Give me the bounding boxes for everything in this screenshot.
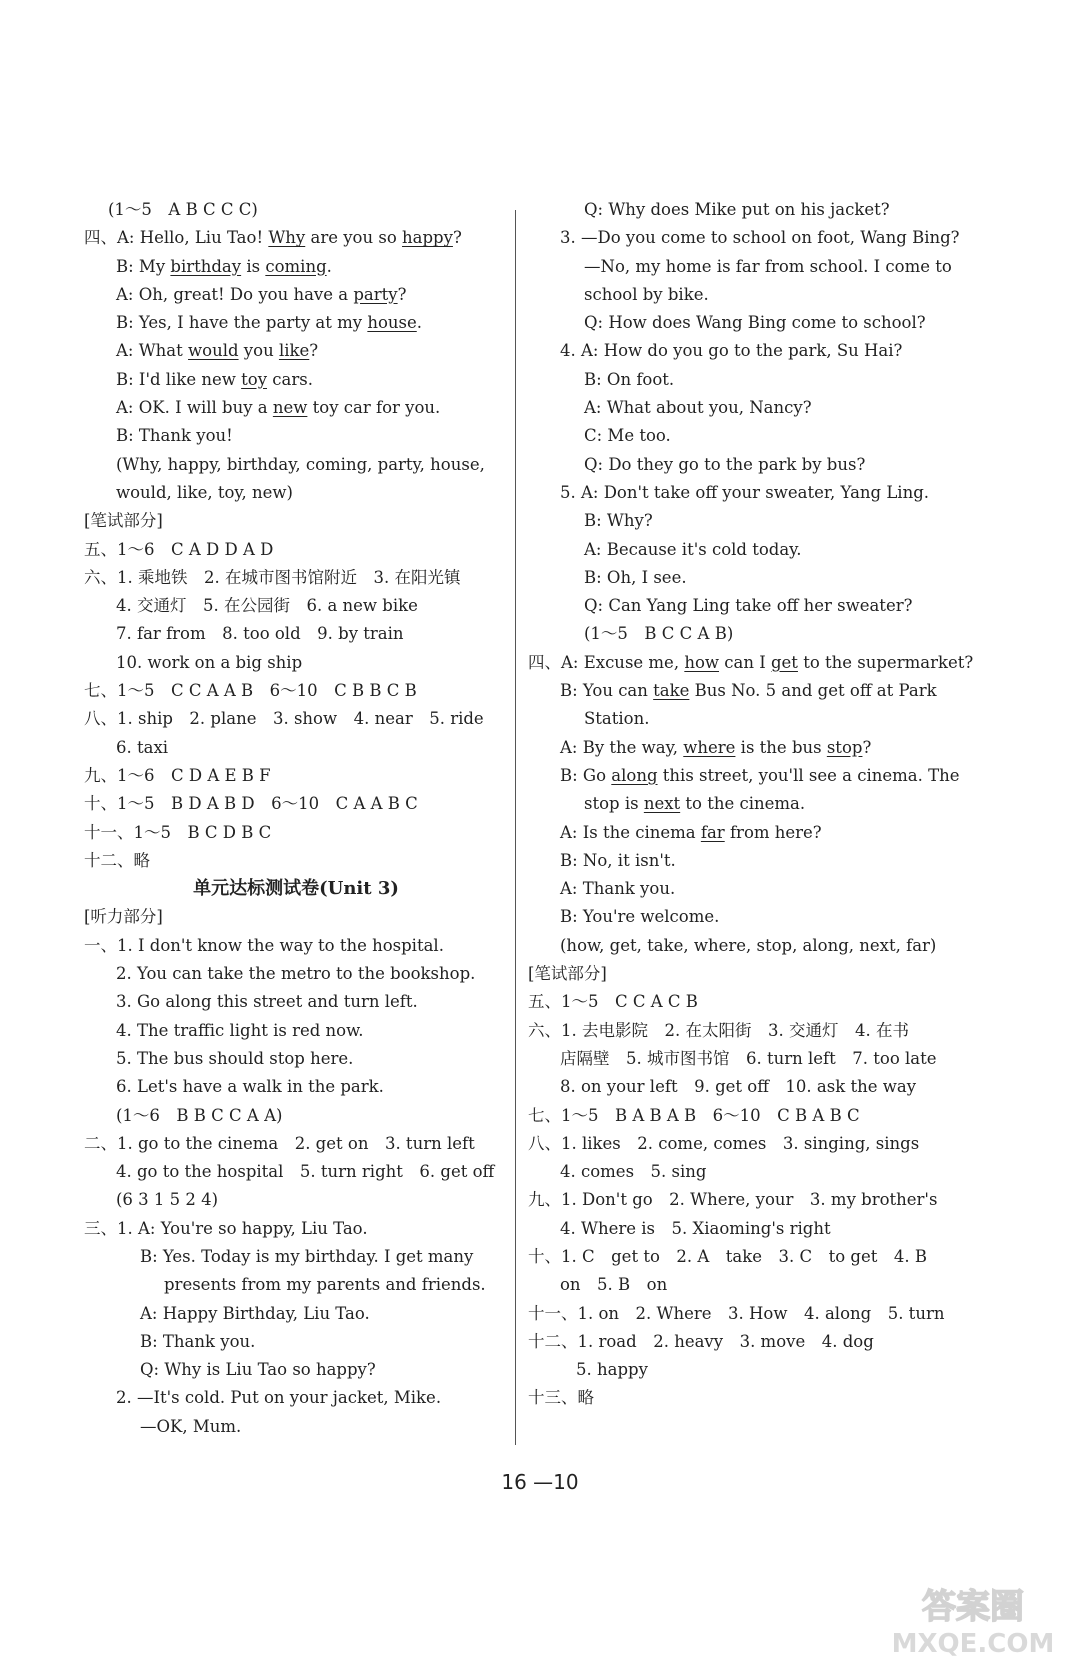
text-line [84,507,508,535]
watermark-logo [878,1582,1068,1658]
text-line [528,337,960,365]
text-segment: 十一、1. on 2. Where 3. How 4. along 5. turn [528,1303,945,1323]
text-line [528,620,960,648]
answer-underlined: along [611,765,658,785]
text-segment: B: Why? [584,511,653,531]
text-segment: 五、1～6 C A D D A D [84,539,274,559]
text-segment: C: Me too. [584,426,671,446]
text-line [84,620,508,648]
text-line [528,309,960,337]
answer-underlined: get [770,652,798,672]
text-segment: ? [309,341,319,361]
text-segment: ? [862,737,872,757]
text-segment: —No, my home is far from school. I come to [584,256,952,276]
text-line [84,1186,508,1214]
text-line [84,1384,508,1412]
text-line [84,1271,508,1299]
text-segment: 店隔壁 5. 城市图书馆 6. turn left 7. too late [560,1048,937,1068]
text-segment: A: Is the cinema [560,822,701,842]
text-segment: [笔试部分] [84,511,163,531]
text-segment: 十、1. C get to 2. A take 3. C to get 4. B [528,1246,928,1266]
text-line [528,536,960,564]
text-segment: 2. You can take the metro to the bookshop. [116,964,476,984]
text-segment: presents from my parents and friends. [164,1275,486,1295]
text-segment: 4. Where is 5. Xiaoming's right [560,1218,831,1238]
text-segment: 单元达标测试卷(Unit 3) [193,878,399,900]
text-line [528,819,960,847]
text-line [528,1045,960,1073]
text-line [528,1017,960,1045]
text-segment: B: Go [560,765,612,785]
answer-underlined: party [353,284,398,304]
text-segment: you [238,341,279,361]
answer-underlined: house [367,313,417,333]
text-segment: 四、A: Hello, Liu Tao! [84,228,269,248]
answer-underlined: how [684,652,720,672]
text-line [528,790,960,818]
text-segment: B: Thank you. [140,1331,256,1351]
text-line [84,1017,508,1045]
answer-underlined: next [643,794,681,814]
text-segment: . [416,313,423,333]
text-line [84,819,508,847]
text-line [528,1186,960,1214]
text-line [84,903,508,931]
text-line [528,649,974,677]
text-segment: 八、1. likes 2. come, comes 3. singing, sings [528,1133,920,1153]
text-segment: 4. The traffic light is red now. [116,1020,364,1040]
text-segment: (6 3 1 5 2 4) [116,1190,219,1210]
text-segment: 4. 交通灯 5. 在公园街 6. a new bike [116,596,418,616]
text-line [528,224,960,252]
text-segment: 6. taxi [116,737,169,757]
text-segment: 八、1. ship 2. plane 3. show 4. near 5. ride [84,709,484,729]
text-line [528,903,960,931]
text-line [528,1215,960,1243]
answer-underlined: coming [265,256,327,276]
text-segment: Q: Why does Mike put on his jacket? [584,200,890,219]
text-segment: (1～5 A B C C C) [108,200,258,219]
column-divider [515,210,516,1445]
text-segment: this street, you'll see a cinema. The [657,765,960,785]
text-segment: 2. —It's cold. Put on your jacket, Mike. [116,1388,442,1408]
text-segment: A: What [116,341,189,361]
text-line [528,875,960,903]
text-segment: A: What about you, Nancy? [584,398,812,418]
text-segment: B: Yes. Today is my birthday. I get many [140,1246,474,1266]
watermark-text: 答案圈 [922,1587,1024,1627]
text-segment: [听力部分] [84,907,163,927]
text-segment: 10. work on a big ship [116,652,303,672]
text-segment: —OK, Mum. [140,1416,242,1436]
text-line [84,734,508,762]
text-line [84,337,508,365]
text-segment: ? [452,228,462,248]
text-line [84,1045,508,1073]
text-segment: 二、1. go to the cinema 2. get on 3. turn left [84,1133,475,1153]
text-line [528,422,960,450]
text-segment: 十二、1. road 2. heavy 3. move 4. dog [528,1331,874,1351]
text-segment: A: Happy Birthday, Liu Tao. [140,1303,370,1323]
text-line [84,536,508,564]
text-line [528,592,960,620]
text-line [528,366,960,394]
text-line [84,394,508,422]
text-segment: B: No, it isn't. [560,850,676,870]
answer-underlined: birthday [170,256,242,276]
text-line [528,677,960,705]
text-segment: is the bus [735,737,827,757]
text-segment: 四、A: Excuse me, [528,652,685,672]
text-segment: 5. A: Don't take off your sweater, Yang Ling. [560,482,930,502]
text-line [84,479,508,507]
text-line [528,1300,960,1328]
text-line [84,1243,508,1271]
text-segment: B: On foot. [584,369,675,389]
text-segment: 4. A: How do you go to the park, Su Hai? [560,341,903,361]
text-segment: stop is [584,794,644,814]
text-line [528,1073,960,1101]
text-segment: Station. [584,709,650,729]
text-line [528,253,960,281]
right-column [528,196,974,1413]
answer-underlined: happy [402,228,453,248]
text-segment: 九、1. Don't go 2. Where, your 3. my brother's [528,1190,938,1210]
text-line [528,734,960,762]
text-line [84,196,508,224]
text-line [528,1102,960,1130]
answer-underlined: new [272,398,308,418]
text-segment: from here? [724,822,822,842]
watermark-url: MXQE.COM [891,1629,1055,1658]
text-segment: 6. Let's have a walk in the park. [116,1077,384,1097]
answer-underlined: far [700,822,725,842]
text-segment: 十三、略 [528,1388,594,1408]
text-line [84,960,508,988]
text-line [84,762,508,790]
text-segment: to the cinema. [680,794,806,814]
text-line [528,932,960,960]
text-line [528,196,960,224]
text-segment: 七、1～5 C C A A B 6～10 C B B C B [84,681,417,701]
answer-underlined: take [653,681,690,701]
text-segment: is [241,256,266,276]
text-line [528,1243,960,1271]
text-line [84,253,508,281]
text-line [84,649,508,677]
answer-underlined: stop [826,737,863,757]
text-line [84,1158,508,1186]
text-segment: 5. The bus should stop here. [116,1048,354,1068]
page-number: 16 —10 [501,1470,579,1494]
text-segment: Q: How does Wang Bing come to school? [584,313,926,333]
text-line [528,1328,960,1356]
answer-underlined: like [278,341,310,361]
text-segment: B: You can [560,681,654,701]
text-line [528,451,960,479]
text-line [84,1215,508,1243]
text-segment: A: Oh, great! Do you have a [116,284,354,304]
text-segment: 4. comes 5. sing [560,1162,707,1182]
text-line [84,1102,508,1130]
text-segment: Q: Can Yang Ling take off her sweater? [584,596,913,616]
text-segment: school by bike. [584,284,709,304]
text-segment: B: Oh, I see. [584,567,687,587]
text-line [84,309,508,337]
text-line [528,705,960,733]
text-segment: B: You're welcome. [560,907,720,927]
answer-underlined: toy [241,369,268,389]
text-line [84,564,508,592]
text-line [528,847,960,875]
text-segment: 一、1. I don't know the way to the hospital. [84,935,444,955]
text-segment: 六、1. 去电影院 2. 在太阳街 3. 交通灯 4. 在书 [528,1020,909,1040]
text-segment: 3. Go along this street and turn left. [116,992,418,1012]
text-line [84,592,508,620]
text-segment: 5. happy [576,1360,648,1380]
text-segment: cars. [267,369,313,389]
text-segment: 8. on your left 9. get off 10. ask the way [560,1077,917,1097]
text-line [84,1328,508,1356]
text-line [528,1158,960,1186]
text-line [84,451,508,479]
text-line [528,281,960,309]
section-heading [84,875,508,903]
text-segment: A: By the way, [560,737,684,757]
text-segment: B: Thank you! [116,426,233,446]
text-line [84,224,508,252]
text-line [84,847,508,875]
text-line [84,932,508,960]
text-segment: 十二、略 [84,850,150,870]
text-segment: Bus No. 5 and get off at Park [689,681,937,701]
text-line [528,988,960,1016]
text-line [528,507,960,535]
text-line [84,1300,508,1328]
text-line [84,677,508,705]
text-segment: . [326,256,332,276]
text-segment: 3. —Do you come to school on foot, Wang Bing? [560,228,960,248]
text-line [84,422,508,450]
text-line [84,790,508,818]
text-segment: A: Thank you. [560,879,676,899]
answer-underlined: Why [268,228,306,248]
text-line [528,1384,960,1412]
text-segment: would, like, toy, new) [116,482,293,502]
text-segment: A: Because it's cold today. [584,539,802,559]
text-segment: Q: Do they go to the park by bus? [584,454,866,474]
text-segment: Q: Why is Liu Tao so happy? [140,1360,376,1380]
text-line [84,1130,508,1158]
text-line [84,366,508,394]
text-line [84,1356,508,1384]
text-segment: B: I'd like new [116,369,242,389]
text-line [528,960,960,988]
text-segment: (Why, happy, birthday, coming, party, house, [116,454,485,474]
text-segment: on 5. B on [560,1275,668,1295]
text-segment: toy car for you. [307,398,441,418]
text-segment: 十一、1～5 B C D B C [84,822,272,842]
text-segment: (1～6 B B C C A A) [116,1105,283,1125]
text-line [528,1130,960,1158]
text-segment: can I [719,652,771,672]
text-segment: 4. go to the hospital 5. turn right 6. get off [116,1162,495,1182]
text-line [84,1413,508,1441]
answer-underlined: would [188,341,239,361]
text-segment: 十、1～5 B D A B D 6～10 C A A B C [84,794,418,814]
text-line [528,394,960,422]
text-segment: 五、1～5 C C A C B [528,992,698,1012]
text-line [528,762,960,790]
text-line [84,281,508,309]
text-line [528,1271,960,1299]
text-segment: to the supermarket? [797,652,974,672]
text-segment: 九、1～6 C D A E B F [84,765,271,785]
text-line [528,1356,960,1384]
text-segment: are you so [305,228,403,248]
text-segment: B: Yes, I have the party at my [116,313,368,333]
text-line [528,564,960,592]
text-line [528,479,960,507]
text-segment: ? [397,284,407,304]
text-segment: 三、1. A: You're so happy, Liu Tao. [84,1218,368,1238]
text-segment: A: OK. I will buy a [116,398,273,418]
answer-underlined: where [683,737,736,757]
text-line [84,1073,508,1101]
text-segment: B: My [116,256,171,276]
text-segment: [笔试部分] [528,964,607,984]
text-segment: (1～5 B C C A B) [584,624,734,644]
text-segment: 7. far from 8. too old 9. by train [116,624,404,644]
text-segment: 六、1. 乘地铁 2. 在城市图书馆附近 3. 在阳光镇 [84,567,461,587]
left-column [84,196,508,1441]
text-segment: 七、1～5 B A B A B 6～10 C B A B C [528,1105,860,1125]
text-segment: (how, get, take, where, stop, along, next, far) [560,935,937,955]
text-line [84,988,508,1016]
text-line [84,705,508,733]
